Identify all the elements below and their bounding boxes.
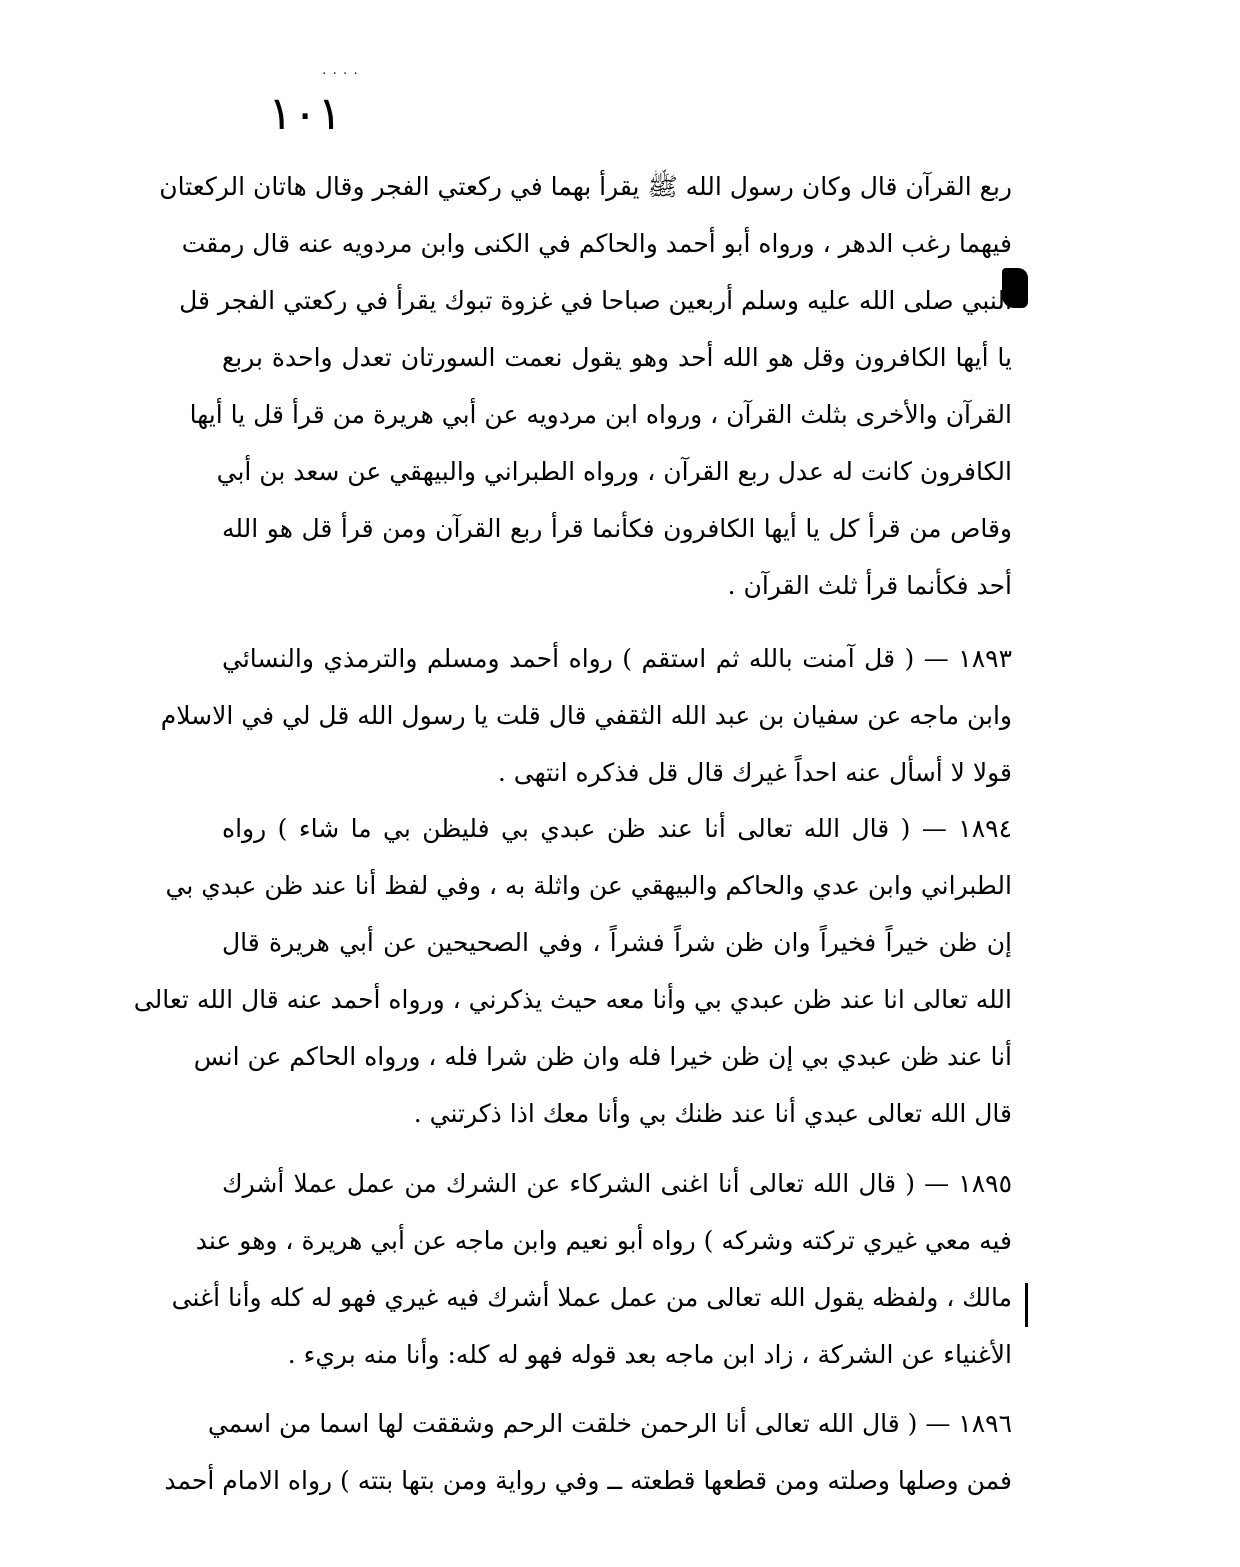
text-line: فمن وصلها وصلته ومن قطعها قطعته ــ وفي رواية ومن بتها بتته ) رواه الامام أحمد bbox=[164, 1466, 1012, 1495]
entry-1893 bbox=[160, 630, 1012, 801]
text-line: قال الله تعالى عبدي أنا عند ظنك بي وأنا معك اذا ذكرتني . bbox=[413, 1099, 1012, 1128]
page-number: ١٠١ bbox=[268, 86, 343, 140]
text-line: الكافرون كانت له عدل ربع القرآن ، ورواه الطبراني والبيهقي عن سعد بن أبي bbox=[216, 457, 1012, 486]
entry-heading-line: ١٨٩٣ — ( قل آمنت بالله ثم استقم ) رواه أحمد ومسلم والترمذي والنسائي bbox=[222, 644, 1012, 673]
text-line: أنا عند ظن عبدي بي إن ظن خيرا فله وان ظن شرا فله ، ورواه الحاكم عن انس bbox=[193, 1042, 1012, 1071]
text-line: أحد فكأنما قرأ ثلث القرآن . bbox=[727, 571, 1012, 600]
text-line: الطبراني وابن عدي والحاكم والبيهقي عن واثلة به ، وفي لفظ أنا عند ظن عبدي بي bbox=[165, 871, 1012, 900]
page-top-dots: .... bbox=[322, 62, 364, 78]
text-line: الله تعالى انا عند ظن عبدي بي وأنا معه حيث يذكرني ، ورواه أحمد عنه قال الله تعالى bbox=[133, 985, 1012, 1014]
text-line: يا أيها الكافرون وقل هو الله أحد وهو يقول نعمت السورتان تعدل واحدة بربع bbox=[222, 343, 1012, 372]
text-line: فيهما رغب الدهر ، ورواه أبو أحمد والحاكم في الكنى وابن مردويه عنه قال رمقت bbox=[181, 229, 1012, 258]
text-line: فيه معي غيري تركته وشركه ) رواه أبو نعيم وابن ماجه عن أبي هريرة ، وهو عند bbox=[195, 1226, 1012, 1255]
entry-heading-line: ١٨٩٤ — ( قال الله تعالى أنا عند ظن عبدي بي فليظن بي ما شاء ) رواه bbox=[222, 814, 1012, 843]
entry-heading-line: ١٨٩٥ — ( قال الله تعالى أنا اغنى الشركاء عن الشرك من عمل عملا أشرك bbox=[222, 1169, 1012, 1198]
entry-1896 bbox=[164, 1395, 1012, 1509]
text-line: وابن ماجه عن سفيان بن عبد الله الثقفي قال قلت يا رسول الله قل لي في الاسلام bbox=[160, 701, 1012, 730]
entry-heading-line: ١٨٩٦ — ( قال الله تعالى أنا الرحمن خلقت الرحم وشققت لها اسما من اسمي bbox=[207, 1409, 1012, 1438]
text-line: وقاص من قرأ كل يا أيها الكافرون فكأنما قرأ ربع القرآن ومن قرأ قل هو الله bbox=[222, 514, 1012, 543]
text-line: إن ظن خيراً فخيراً وان ظن شراً فشراً ، وفي الصحيحين عن أبي هريرة قال bbox=[222, 928, 1012, 957]
text-line: القرآن والأخرى بثلث القرآن ، ورواه ابن مردويه عن أبي هريرة من قرأ قل يا أيها bbox=[189, 400, 1012, 429]
text-line: الأغنياء عن الشركة ، زاد ابن ماجه بعد قوله فهو له كله: وأنا منه بريء . bbox=[287, 1340, 1012, 1369]
paragraph-intro bbox=[159, 158, 1012, 614]
text-line: النبي صلى الله عليه وسلم أربعين صباحا في غزوة تبوك يقرأ في ركعتي الفجر قل bbox=[179, 286, 1012, 315]
text-line: مالك ، ولفظه يقول الله تعالى من عمل عملا أشرك فيه غيري فهو له كله وأنا أغنى bbox=[171, 1283, 1012, 1312]
text-line: قولا لا أسأل عنه احداً غيرك قال قل فذكره انتهى . bbox=[497, 758, 1012, 787]
entry-1895 bbox=[171, 1155, 1012, 1383]
entry-1894 bbox=[133, 800, 1012, 1142]
text-line: ربع القرآن قال وكان رسول الله ﷺ يقرأ بهما في ركعتي الفجر وقال هاتان الركعتان bbox=[159, 172, 1012, 201]
margin-mark bbox=[1025, 1283, 1028, 1327]
